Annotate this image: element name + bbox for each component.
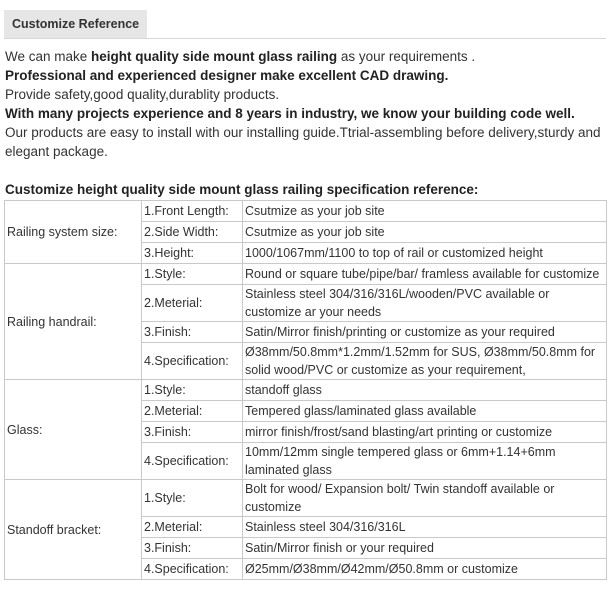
intro-line-1-pre: We can make — [5, 49, 92, 64]
row-value: Bolt for wood/ Expansion bolt/ Twin standoff available or customize — [243, 480, 607, 517]
intro-line-4 — [5, 104, 607, 123]
row-label: 1.Style: — [142, 380, 243, 401]
intro-line-5: Our products are easy to install with our installing guide.Ttrial-assembling before delivery,sturdy and elegant package. — [5, 125, 601, 159]
row-value: Csutmize as your job site — [243, 222, 607, 243]
table-row — [5, 201, 607, 222]
row-label: 2.Side Width: — [142, 222, 243, 243]
row-label: 1.Front Length: — [142, 201, 243, 222]
row-label: 3.Height: — [142, 243, 243, 264]
table-row — [5, 380, 607, 401]
row-label: 3.Finish: — [142, 422, 243, 443]
row-label: 1.Style: — [142, 264, 243, 285]
row-value: Round or square tube/pipe/bar/ framless available for customize — [243, 264, 607, 285]
spec-table — [4, 200, 607, 580]
row-value: Stainless steel 304/316/316L — [243, 517, 607, 538]
intro-line-1-bold: height quality side mount glass railing — [91, 49, 338, 64]
row-value: Satin/Mirror finish or your required — [243, 538, 607, 559]
row-label: 4.Specification: — [142, 559, 243, 580]
group-label: Railing system size: — [5, 201, 142, 264]
table-row — [5, 264, 607, 285]
row-value: standoff glass — [243, 380, 607, 401]
group-label: Railing handrail: — [5, 264, 142, 380]
row-label: 1.Style: — [142, 480, 243, 517]
intro-text — [5, 47, 607, 161]
intro-line-1 — [5, 47, 607, 66]
tab-bar — [4, 7, 606, 39]
row-value: Ø38mm/50.8mm*1.2mm/1.52mm for SUS, Ø38mm/50.8mm for solid wood/PVC or customize as your requirement, — [243, 343, 607, 380]
group-label: Glass: — [5, 380, 142, 480]
row-value: Ø25mm/Ø38mm/Ø42mm/Ø50.8mm or customize — [243, 559, 607, 580]
spec-title: Customize height quality side mount glass railing specification reference: — [5, 182, 479, 197]
row-label: 2.Meterial: — [142, 401, 243, 422]
table-row — [5, 480, 607, 517]
row-label: 2.Meterial: — [142, 517, 243, 538]
row-value: Stainless steel 304/316/316L/wooden/PVC available or customize ar your needs — [243, 285, 607, 322]
tab-customize-reference[interactable]: Customize Reference — [4, 10, 147, 38]
intro-line-2-bold: Professional and experienced designer make excellent CAD drawing. — [5, 68, 449, 83]
intro-line-2 — [5, 66, 607, 85]
row-value: Csutmize as your job site — [243, 201, 607, 222]
intro-line-4-bold: With many projects experience and 8 years in industry, we know your building code well. — [5, 106, 575, 121]
row-label: 2.Meterial: — [142, 285, 243, 322]
row-label: 4.Specification: — [142, 443, 243, 480]
row-label: 3.Finish: — [142, 322, 243, 343]
row-value: mirror finish/frost/sand blasting/art printing or customize — [243, 422, 607, 443]
intro-line-3: Provide safety,good quality,durablity products. — [5, 87, 280, 102]
row-label: 4.Specification: — [142, 343, 243, 380]
group-label: Standoff bracket: — [5, 480, 142, 580]
intro-line-1-post: as your requirements . — [337, 49, 476, 64]
row-value: 1000/1067mm/1100 to top of rail or customized height — [243, 243, 607, 264]
row-value: 10mm/12mm single tempered glass or 6mm+1.14+6mm laminated glass — [243, 443, 607, 480]
row-label: 3.Finish: — [142, 538, 243, 559]
row-value: Tempered glass/laminated glass available — [243, 401, 607, 422]
row-value: Satin/Mirror finish/printing or customize as your required — [243, 322, 607, 343]
